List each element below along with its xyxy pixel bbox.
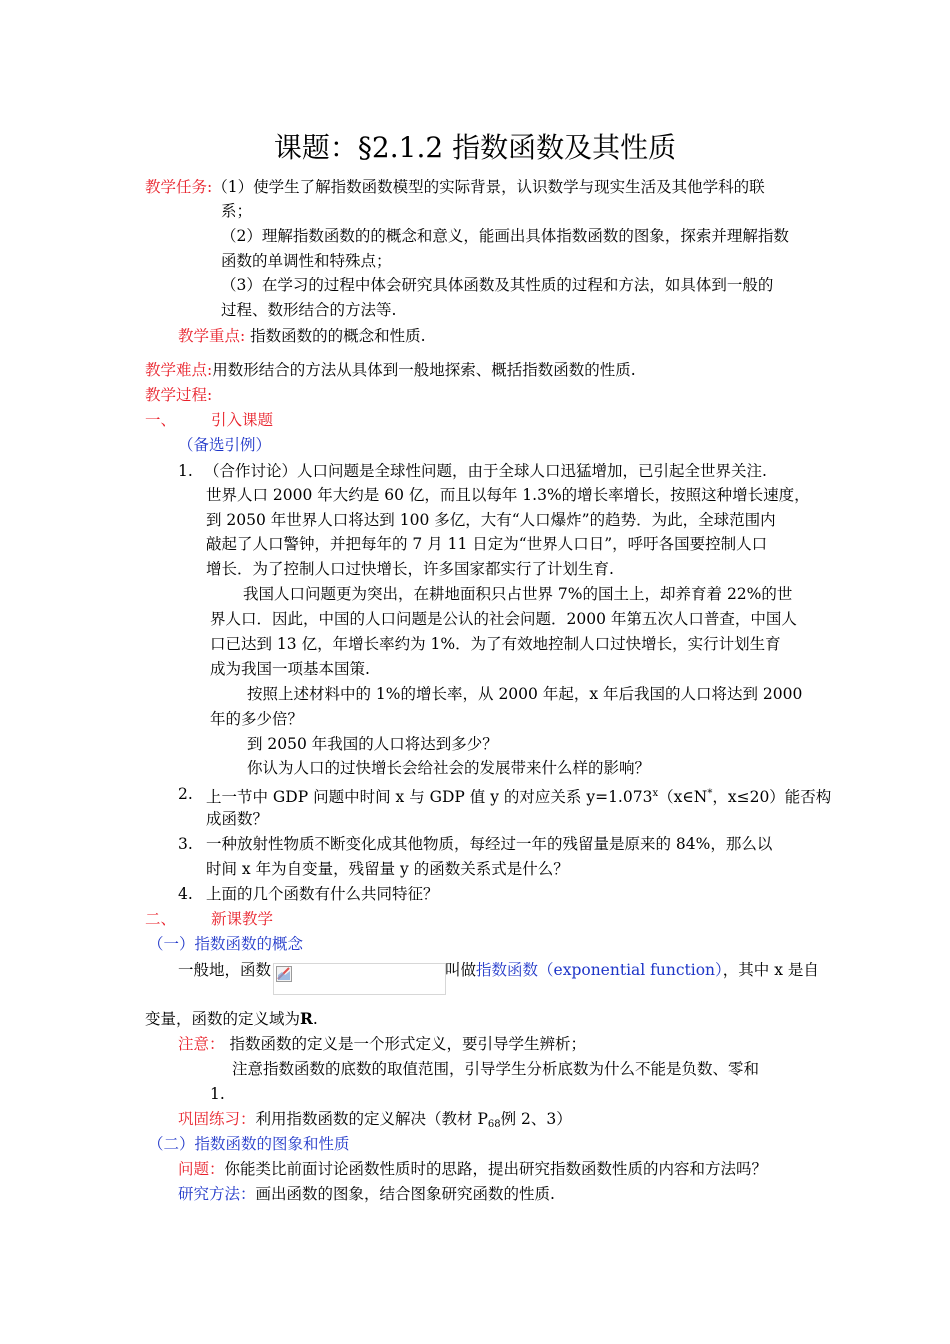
domain-R: R xyxy=(300,1009,313,1028)
difficulty-label: 教学难点: xyxy=(145,361,213,379)
example-1-line-5: 增长．为了控制人口过快增长，许多国家都实行了计划生育. xyxy=(206,560,614,578)
example-1-line-3: 到 2050 年世界人口将达到 100 多亿，大有“人口爆炸”的趋势．为此，全球范围内 xyxy=(206,511,776,529)
example-1-line-12: 到 2050 年我国的人口将达到多少？ xyxy=(247,735,498,753)
task-3-line-1: （3）在学习的过程中体会研究具体函数及其性质的过程和方法，如具体到一般的 xyxy=(221,276,774,294)
example-2-line-1 xyxy=(206,783,831,808)
practice-text-a: 利用指数函数的定义解决（教材 P xyxy=(255,1110,488,1128)
practice-label: 巩固练习： xyxy=(178,1110,256,1128)
practice-page-subscript: 68 xyxy=(487,1119,501,1130)
definition-text-c: ，其中 x 是自 xyxy=(722,961,819,979)
teaching-tasks-row xyxy=(145,176,765,198)
example-1-line-13: 你认为人口的过快增长会给社会的发展带来什么样的影响？ xyxy=(247,759,651,777)
example-1-line-6: 我国人口问题更为突出，在耕地面积只占世界 7%的国土上，却养育着 22%的世 xyxy=(243,585,793,603)
section-1-subtitle: （备选引例） xyxy=(178,436,272,454)
definition-text-d: 变量，函数的定义域为 xyxy=(145,1010,301,1028)
key-point-text: 指数函数的的概念和性质. xyxy=(250,327,426,345)
note-row xyxy=(178,1033,586,1055)
example-1-line-4: 敲起了人口警钟，并把每年的 7 月 11 日定为“世界人口日”，呼吁各国要控制人口 xyxy=(206,535,768,553)
subsection-2-title: （二）指数函数的图象和性质 xyxy=(148,1135,350,1153)
subsection-1-title: （一）指数函数的概念 xyxy=(148,935,304,953)
method-text: 画出函数的图象，结合图象研究函数的性质. xyxy=(255,1185,555,1203)
question-row xyxy=(178,1158,767,1180)
key-point-row xyxy=(178,325,426,347)
definition-term: 指数函数 xyxy=(476,961,539,979)
example-1-line-1: （合作讨论）人口问题是全球性问题，由于全球人口迅猛增加，已引起全世界关注. xyxy=(204,462,767,480)
example-2-text-c: ，x≤20）能否构 xyxy=(712,788,832,806)
task-2-line-1: （2）理解指数函数的的概念和意义，能画出具体指数函数的图象，探索并理解指数 xyxy=(221,227,789,245)
superscript-star: * xyxy=(707,788,713,799)
example-2-number: 2. xyxy=(178,785,193,803)
example-1-line-2: 世界人口 2000 年大约是 60 亿，而且以每年 1.3%的增长率增长，按照这种增长速度， xyxy=(206,486,810,504)
formula-image-placeholder xyxy=(273,963,446,995)
note-line-3: 1. xyxy=(210,1085,225,1103)
question-text: 你能类比前面讨论函数性质时的思路，提出研究指数函数性质的内容和方法吗？ xyxy=(224,1160,768,1178)
definition-english: （exponential function） xyxy=(538,961,723,979)
definition-text-b: 叫做 xyxy=(445,961,477,979)
example-3-number: 3. xyxy=(178,835,193,853)
example-3-line-1: 一种放射性物质不断变化成其他物质，每经过一年的残留量是原来的 84%，那么以 xyxy=(206,835,773,853)
section-2-number: 二、 xyxy=(145,910,177,928)
section-2-title: 新课教学 xyxy=(211,910,274,928)
example-3-line-2: 时间 x 年为自变量，残留量 y 的函数关系式是什么？ xyxy=(206,860,569,878)
key-point-label: 教学重点: xyxy=(178,327,246,345)
example-1-line-7: 界人口．因此，中国的人口问题是公认的社会问题．2000 年第五次人口普查，中国人 xyxy=(210,610,797,628)
example-2-line-2: 成函数？ xyxy=(206,810,269,828)
practice-text-b: 例 2、3） xyxy=(500,1110,572,1128)
example-1-line-8: 口已达到 13 亿，年增长率约为 1%．为了有效地控制人口过快增长，实行计划生育 xyxy=(210,635,781,653)
page-title: 课题：§2.1.2 指数函数及其性质 xyxy=(273,131,677,164)
broken-image-icon xyxy=(276,966,292,982)
process-label: 教学过程: xyxy=(145,386,213,404)
practice-row xyxy=(178,1108,572,1136)
note-label: 注意： xyxy=(178,1035,225,1053)
example-4-line-1: 上面的几个函数有什么共同特征？ xyxy=(206,885,439,903)
example-1-line-9: 成为我国一项基本国策. xyxy=(210,660,370,678)
example-2-text-a: 上一节中 GDP 问题中时间 x 与 GDP 值 y 的对应关系 y=1.073 xyxy=(206,788,653,806)
example-1-line-10: 按照上述材料中的 1%的增长率，从 2000 年起，x 年后我国的人口将达到 2000 xyxy=(247,685,803,703)
task-1-line-1: （1）使学生了解指数函数模型的实际背景，认识数学与现实生活及其他学科的联 xyxy=(212,178,765,196)
example-1-line-11: 年的多少倍？ xyxy=(210,710,304,728)
difficulty-row xyxy=(145,359,636,381)
example-4-number: 4. xyxy=(178,885,193,903)
note-line-1: 指数函数的定义是一个形式定义，要引导学生辨析； xyxy=(229,1035,586,1053)
teaching-tasks-label: 教学任务: xyxy=(145,178,213,196)
section-1-title: 引入课题 xyxy=(211,411,274,429)
difficulty-text: 用数形结合的方法从具体到一般地探索、概括指数函数的性质. xyxy=(212,361,636,379)
task-3-line-2: 过程、数形结合的方法等. xyxy=(221,301,397,319)
example-1-number: 1. xyxy=(178,462,193,480)
method-row xyxy=(178,1183,555,1205)
section-1-number: 一、 xyxy=(145,411,177,429)
example-2-text-b: （x∈N xyxy=(658,788,708,806)
definition-row-end xyxy=(445,959,819,981)
exponent-x: x xyxy=(652,788,659,799)
task-1-line-2: 系； xyxy=(221,202,253,220)
task-2-line-2: 函数的单调性和特殊点； xyxy=(221,252,392,270)
definition-end: . xyxy=(312,1010,318,1028)
note-line-2: 注意指数函数的底数的取值范围，引导学生分析底数为什么不能是负数、零和 xyxy=(232,1060,760,1078)
question-label: 问题： xyxy=(178,1160,225,1178)
definition-line-2 xyxy=(145,1008,318,1030)
method-label: 研究方法： xyxy=(178,1185,256,1203)
definition-text-a: 一般地，函数 xyxy=(178,961,272,979)
